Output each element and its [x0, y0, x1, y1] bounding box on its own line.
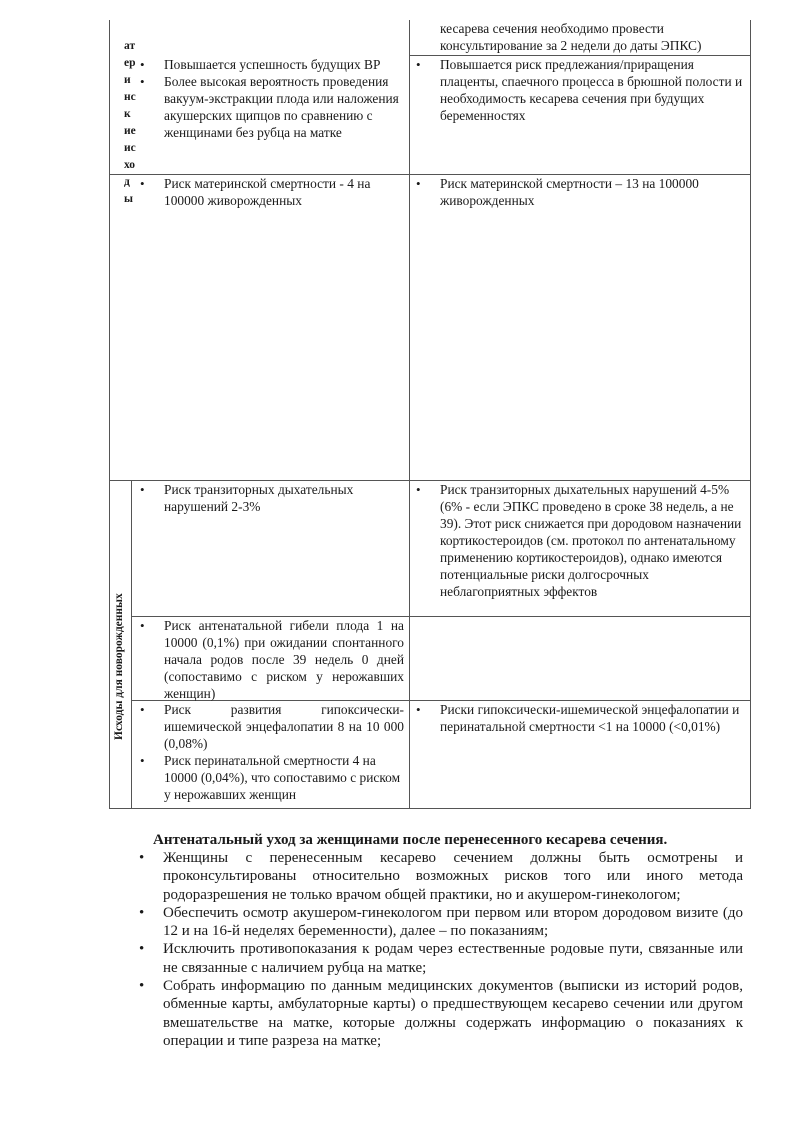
side-fragment: ер	[124, 57, 136, 69]
list-item: • Риск материнской смертности - 4 на 100000 живорожденных	[138, 175, 400, 209]
list-item: • Повышается успешность будущих ВР	[138, 56, 400, 73]
table-divider-middle	[409, 20, 410, 809]
list-item: • Риск транзиторных дыхательных нарушений 4-5% (6% - если ЭПКС проведено в сроке 38 недель, а не 39). Этот риск снижается при дородовом назначении кортикостероидов (см. протокол по антенатальному применению кортикостероидов), однако имеются потенциальные риски долгосрочных неблагоприятных эффектов	[414, 481, 746, 600]
table-cell	[414, 56, 746, 124]
table-border-right	[750, 20, 751, 809]
table-cell	[414, 175, 746, 209]
side-fragment: ие	[124, 125, 136, 137]
table-cell	[138, 481, 400, 515]
list-item: • Риск перинатальной смертности 4 на 10000 (0,04%), что сопоставимо с риском у нерожавших женщин	[138, 752, 404, 803]
table-cell	[138, 175, 400, 209]
list-item: • Риск транзиторных дыхательных нарушений 2-3%	[138, 481, 400, 515]
table-divider-side	[131, 480, 132, 809]
vertical-label-newborn-outcomes: Исходы для новорожденных	[113, 593, 125, 740]
list-item: • Риск антенатальной гибели плода 1 на 10000 (0,1%) при ожидании спонтанного начала родов после 39 недель 0 дней (сопоставимо с риском у нерожавших женщин)	[138, 617, 404, 702]
table-cell	[138, 617, 404, 702]
list-item: • Риски гипоксически-ишемической энцефалопатии и перинатальной смертности <1 на 10000 (<0,01%)	[414, 701, 746, 735]
side-fragment: ат	[124, 40, 136, 52]
side-fragment: хо	[124, 159, 136, 171]
table-cell	[414, 481, 746, 600]
list-item: • Женщины с перенесенным кесарево сечением должны быть осмотрены и проконсультированы относительно возможных рисков того или иного метода родоразрешения не только врачом общей практики, но и акушером-гинекологом;	[137, 849, 743, 904]
section-list	[137, 849, 743, 1050]
side-fragment: к	[124, 108, 131, 120]
cell-text: кесарева сечения необходимо провести консультирование за 2 недели до даты ЭПКС)	[440, 21, 702, 53]
table-cell	[414, 701, 746, 735]
side-fragment: и	[124, 74, 131, 86]
list-item: • Риск материнской смертности – 13 на 100000 живорожденных	[414, 175, 746, 209]
table-cell	[138, 701, 404, 803]
side-fragment: нс	[124, 91, 136, 103]
side-fragment: ы	[124, 193, 133, 205]
list-item: • Риск развития гипоксически-ишемической энцефалопатии 8 на 10 000 (0,08%)	[138, 701, 404, 752]
list-item: • Повышается риск предлежания/приращения плаценты, спаечного процесса в брюшной полости и необходимость кесарева сечения при будущих беременностях	[414, 56, 746, 124]
list-item: • Исключить противопоказания к родам через естественные родовые пути, связанные или не связанные с наличием рубца на матке;	[137, 940, 743, 977]
side-fragment: ис	[124, 142, 136, 154]
table-cell	[440, 20, 746, 54]
table-border-left	[109, 20, 110, 809]
side-fragment: д	[124, 176, 130, 188]
table-border-bottom	[109, 808, 751, 809]
table-cell	[138, 56, 400, 141]
list-item: • Обеспечить осмотр акушером-гинекологом при первом или втором дородовом визите (до 12 и на 16-й неделях беременности), далее – по показаниям;	[137, 904, 743, 941]
list-item: • Более высокая вероятность проведения вакуум-экстракции плода или наложения акушерских щипцов по сравнению с женщинами без рубца на матке	[138, 73, 400, 141]
section-heading: Антенатальный уход за женщинами после перенесенного кесарева сечения.	[153, 832, 668, 848]
list-item: • Собрать информацию по данным медицинских документов (выписки из историй родов, обменные карты, амбулаторные карты) о предшествующем кесарево сечении или другом вмешательстве на матке, которые должны содержать информацию о показаниях к операции и типе разреза на матке;	[137, 977, 743, 1050]
